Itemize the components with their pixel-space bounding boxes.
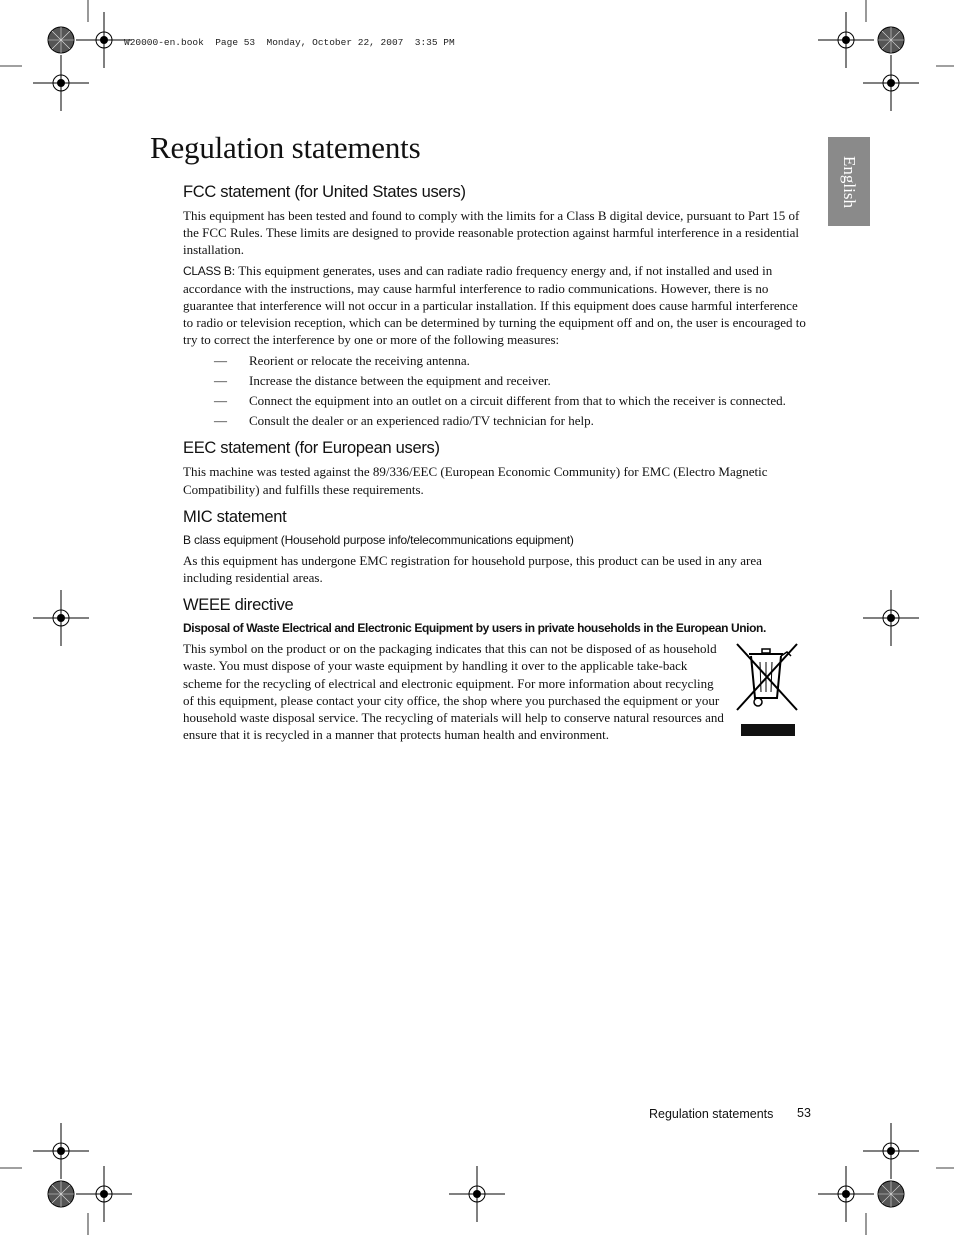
- footer-section-title: Regulation statements: [649, 1107, 774, 1121]
- eec-section: [183, 439, 809, 497]
- list-item: [183, 392, 809, 409]
- list-item-text: Reorient or relocate the receiving antenna.: [249, 352, 470, 368]
- mic-heading: MIC statement: [183, 507, 287, 526]
- dash-bullet: —: [214, 393, 227, 409]
- page-number: 53: [797, 1106, 811, 1120]
- fcc-heading: FCC statement (for United States users): [183, 183, 466, 201]
- language-tab-label: English: [840, 155, 859, 208]
- fcc-section: [183, 183, 809, 429]
- main-content: [183, 183, 809, 756]
- language-tab: [828, 137, 870, 226]
- fcc-intro: This equipment has been tested and found to comply with the limits for a Class B digital device, pursuant to Part 15 of the FCC Rules. These limits are designed to provide reasonable protection against harmful interference in a residential installation.: [183, 208, 800, 258]
- dash-bullet: —: [214, 352, 227, 368]
- list-item: [183, 352, 809, 369]
- mic-section: [183, 508, 809, 586]
- class-b-label: CLASS B: [183, 263, 232, 278]
- mic-text: As this equipment has undergone EMC registration for household purpose, this product can be used in any area including residential areas.: [183, 552, 762, 586]
- page-title: Regulation statements: [150, 130, 421, 165]
- crossed-out-wheelie-bin-icon: [733, 642, 803, 738]
- list-item: [183, 372, 809, 389]
- list-item-text: Increase the distance between the equipment and receiver.: [249, 372, 551, 388]
- weee-heading: WEEE directive: [183, 596, 294, 615]
- class-b-text: : This equipment generates, uses and can radiate radio frequency energy and, if not installed and used in accordance with the instructions, may cause harmful interference to radio communications. However, there is no guarantee that interference will not occur in a particular installation. If this equipment does cause harmful interference to radio or television reception, which can be determined by turning the equipment off and on, the user is encouraged to try to correct the interference by one or more of the following measures:: [183, 262, 806, 348]
- measures-list: [183, 352, 809, 430]
- weee-text: This symbol on the product or on the packaging indicates that this can not be disposed of as household waste. You must dispose of your waste equipment by handling it over to the applicable take-back scheme for the recycling of electrical and electronic equipment. For more information about recycling of this equipment, please contact your city office, the shop where you purchased the equipment or your household waste disposal service. The recycling of materials will help to conserve natural resources and ensure that it is recycled in a manner that protects human health and environment.: [183, 641, 724, 743]
- list-item-text: Consult the dealer or an experienced radio/TV technician for help.: [249, 413, 594, 429]
- dash-bullet: —: [214, 372, 227, 388]
- weee-section: [183, 596, 809, 746]
- weee-body: [183, 640, 809, 746]
- mic-subheading: B class equipment (Household purpose info/telecommunications equipment): [183, 532, 574, 547]
- list-item-text: Connect the equipment into an outlet on a circuit different from that to which the receiver is connected.: [249, 393, 786, 409]
- weee-subheading: Disposal of Waste Electrical and Electronic Equipment by users in private households in the European Union.: [183, 621, 766, 636]
- eec-text: This machine was tested against the 89/336/EEC (European Economic Community) for EMC (Electro Magnetic Compatibility) and fulfills these requirements.: [183, 464, 768, 497]
- dash-bullet: —: [214, 413, 227, 429]
- eec-heading: EEC statement (for European users): [183, 439, 440, 458]
- list-item: [183, 412, 809, 429]
- print-header: W20000-en.book Page 53 Monday, October 22, 2007 3:35 PM: [124, 37, 455, 48]
- fcc-class-paragraph: [183, 262, 809, 349]
